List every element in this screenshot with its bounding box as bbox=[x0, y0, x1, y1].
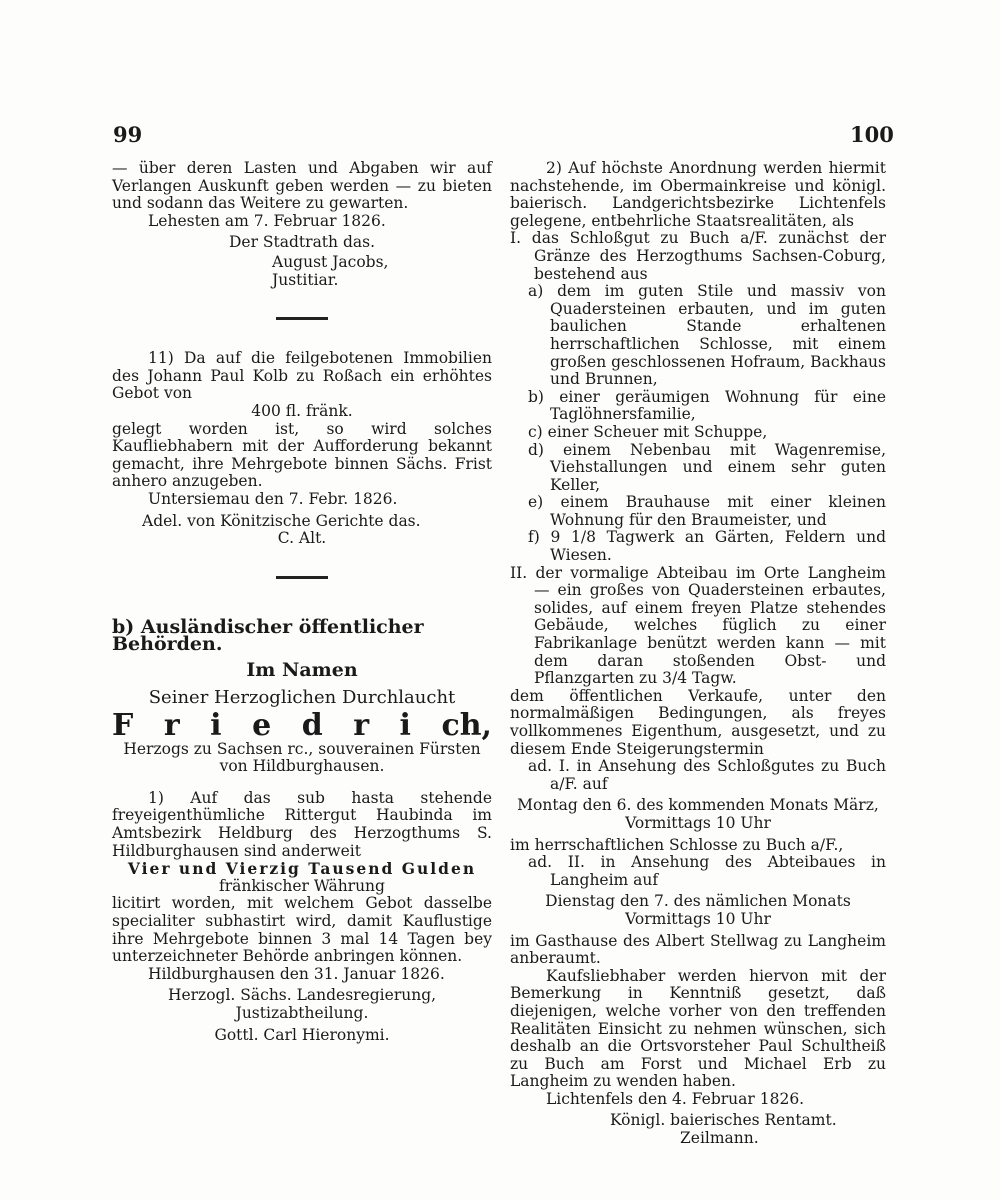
authority-3b: Justizabtheilung. bbox=[235, 1003, 369, 1022]
left-column bbox=[112, 160, 492, 1044]
dienstag-line: Dienstag den 7. des nämlichen Monats bbox=[545, 892, 851, 911]
item-I: I. das Schloßgut zu Buch a/F. zunächst der Gränze des Herzogthums Sachsen-Coburg, bestehend aus bbox=[510, 229, 886, 283]
ad-II: ad. II. in Ansehung des Abteibaues in Langheim auf bbox=[528, 853, 886, 889]
authority-1: Der Stadtrath das. bbox=[228, 233, 375, 252]
notice-1: 1) Auf das sub hasta stehende freyeigenthümliche Rittergut Haubinda im Amtsbezirk Heldburg des Herzogthums S. Hildburghausen sind anderweit bbox=[112, 788, 492, 860]
section-heading: b) Ausländischer öffentlicher Behörden. bbox=[112, 615, 424, 656]
im-namen-heading: Im Namen bbox=[246, 658, 358, 681]
notice-11-a: 11) Da auf die feilgebotenen Immobilien des Johann Paul Kolb zu Roßach ein erhöhtes Gebot von bbox=[112, 349, 492, 403]
montag-line: Montag den 6. des kommenden Monats März, bbox=[517, 796, 879, 815]
notice-2: 2) Auf höchste Anordnung werden hiermit nachstehende, im Obermainkreise und königl. baierisch. Landgerichtsbezirke Lichtenfels gelegene, entbehrliche Staatsrealitäten, als bbox=[510, 159, 886, 230]
im-schloss-line: im herrschaftlichen Schlosse zu Buch a/F., bbox=[510, 835, 844, 854]
item-d: d) einem Nebenbau mit Wagenremise, Viehstallungen und einem sehr guten Keller, bbox=[528, 440, 886, 494]
signer-2: C. Alt. bbox=[277, 529, 327, 548]
item-e: e) einem Brauhause mit einer kleinen Wohnung für den Braumeister, und bbox=[528, 493, 886, 529]
vormittags-1: Vormittags 10 Uhr bbox=[625, 813, 771, 832]
signer-1-title: Justitiar. bbox=[272, 270, 339, 289]
vormittags-2: Vormittags 10 Uhr bbox=[625, 909, 771, 928]
notice-11-amount: 400 fl. fränk. bbox=[251, 401, 353, 420]
amount-line: Vier und Vierzig Tausend Gulden bbox=[127, 859, 477, 879]
item-b: b) einer geräumigen Wohnung für eine Taglöhnersfamilie, bbox=[528, 387, 886, 424]
signer-3: Gottl. Carl Hieronymi. bbox=[214, 1025, 390, 1044]
place-date-2: Untersiemau den 7. Febr. 1826. bbox=[148, 489, 398, 508]
item-a: a) dem im guten Stile und massiv von Quadersteinen erbauten, und im guten baulichen Stande erhaltenen herrschaftlichen Schlosse, mit einem großen geschlossenen Hofraum, Backhaus und Brunnen, bbox=[528, 282, 886, 389]
right-column bbox=[510, 160, 886, 1148]
herzog-line: Herzogs zu Sachsen rc., souverainen Fürsten von Hildburghausen. bbox=[123, 739, 481, 776]
sale-text: dem öffentlichen Verkaufe, unter den normalmäßigen Bedingungen, als freyes vollkommenes Eigenthum, ausgesetzt, und zu diesem Ende Steigerungstermin bbox=[510, 686, 886, 758]
kaufliebhaber-paragraph: Kaufsliebhaber werden hiervon mit der Bemerkung in Kenntniß gesetzt, daß diejenigen, welche vorher von den treffenden Realitäten Einsicht zu nehmen wünschen, sich deshalb an die Ortsvorsteher Paul Schultheiß zu Buch am Forst und Michael Erb zu Langheim zu wenden haben. bbox=[510, 966, 886, 1091]
durchlaucht-heading: Seiner Herzoglichen Durchlaucht bbox=[148, 687, 456, 709]
signer-1: August Jacobs, bbox=[272, 252, 389, 271]
friedrich-name: F r i e d r i ch, bbox=[112, 708, 492, 744]
authority-3a: Herzogl. Sächs. Landesregierung, bbox=[167, 986, 437, 1005]
item-II: II. der vormalige Abteibau im Orte Langheim — ein großes von Quadersteinen erbautes, solides, auf einem freyen Platze stehendes Gebäude, welches füglich zu einer Fabrikanlage benützt werden kann — mit dem daran stoßenden Obst- und Pflanzgarten zu 3/4 Tagw. bbox=[510, 563, 886, 688]
place-date-3: Hildburghausen den 31. Januar 1826. bbox=[148, 964, 445, 983]
notice-1-b: licitirt worden, mit welchem Gebot dasselbe specialiter subhastirt wird, damit Kauflustige ihre Mehrgebote binnen 3 mal 14 Tagen bey unterzeichneter Behörde anbringen können. bbox=[112, 894, 492, 966]
divider-2 bbox=[276, 576, 328, 579]
signer-right: Zeilmann. bbox=[680, 1129, 759, 1148]
notice-11-b: gelegt worden ist, so wird solches Kaufliebhabern mit der Aufforderung bekannt gemacht, ihre Mehrgebote binnen Sächs. Frist anhero anzugeben. bbox=[112, 419, 492, 491]
divider-1 bbox=[276, 317, 328, 320]
page-number-right: 100 bbox=[850, 122, 894, 147]
page-number-left: 99 bbox=[113, 122, 143, 147]
item-c: c) einer Scheuer mit Schuppe, bbox=[528, 422, 768, 441]
place-date-1: Lehesten am 7. Februar 1826. bbox=[148, 211, 386, 230]
ad-I: ad. I. in Ansehung des Schloßgutes zu Buch a/F. auf bbox=[528, 757, 886, 793]
item-f: f) 9 1/8 Tagwerk an Gärten, Feldern und Wiesen. bbox=[528, 528, 886, 565]
waehrung-line: fränkischer Währung bbox=[219, 876, 385, 895]
left-top-paragraph: — über deren Lasten und Abgaben wir auf Verlangen Auskunft geben werden — zu bieten und sodann das Weitere zu gewarten. bbox=[112, 159, 492, 213]
authority-2: Adel. von Könitzische Gerichte das. bbox=[142, 511, 421, 530]
authority-right: Königl. baierisches Rentamt. bbox=[610, 1111, 837, 1130]
im-gasthaus-line: im Gasthause des Albert Stellwag zu Langheim anberaumt. bbox=[510, 931, 886, 968]
place-date-right: Lichtenfels den 4. Februar 1826. bbox=[546, 1089, 805, 1108]
